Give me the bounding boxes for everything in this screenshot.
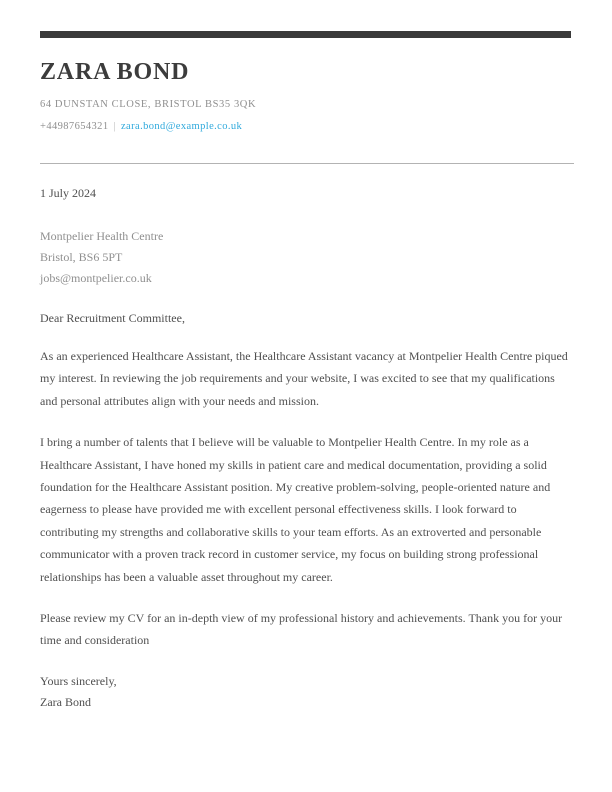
candidate-email-link[interactable]: zara.bond@example.co.uk — [121, 121, 243, 132]
salutation: Dear Recruitment Committee, — [40, 311, 185, 325]
closing-block — [40, 671, 574, 714]
signature-name: Zara Bond — [40, 695, 91, 710]
recipient-email: jobs@montpelier.co.uk — [40, 271, 152, 285]
paragraph-intro: As an experienced Healthcare Assistant, the Healthcare Assistant vacancy at Montpelier Health Centre piqued my interest. In reviewing the job requirements and your website, I was excited to see that my qualifications and personal attributes align with your needs and mission. — [40, 349, 568, 408]
contact-separator: | — [113, 121, 116, 132]
candidate-phone: +44987654321 — [40, 121, 109, 132]
paragraph-cv-reference: Please review my CV for an in-depth view of my professional history and achievements. Thank you for your time and consideration — [40, 611, 563, 648]
paragraph-skills: I bring a number of talents that I believe will be valuable to Montpelier Health Centre. In my role as a Healthcare Assistant, I have honed my skills in patient care and medical documentation, providing a solid foundation for the Healthcare Assistant position. My creative problem-solving, people-oriented nature and eagerness to please have provided me with excellent personal effectiveness skills. I look forward to contributing my strengths and collaborative skills to your team efforts. As an extroverted and personable communicator with a proven track record in customer service, my focus on building strong professional relationships has been a valuable asset throughout my career. — [40, 435, 551, 584]
candidate-name: ZARA BOND — [40, 59, 190, 85]
accent-bar — [40, 31, 571, 38]
header-divider — [40, 163, 574, 164]
letter-date: 1 July 2024 — [40, 186, 97, 200]
recipient-block — [40, 226, 574, 289]
contact-line — [40, 121, 574, 132]
recipient-address: Bristol, BS6 5PT — [40, 250, 123, 264]
closing-phrase: Yours sincerely, — [40, 673, 117, 688]
candidate-address: 64 DUNSTAN CLOSE, BRISTOL BS35 3QK — [40, 99, 257, 110]
recipient-name: Montpelier Health Centre — [40, 229, 164, 243]
